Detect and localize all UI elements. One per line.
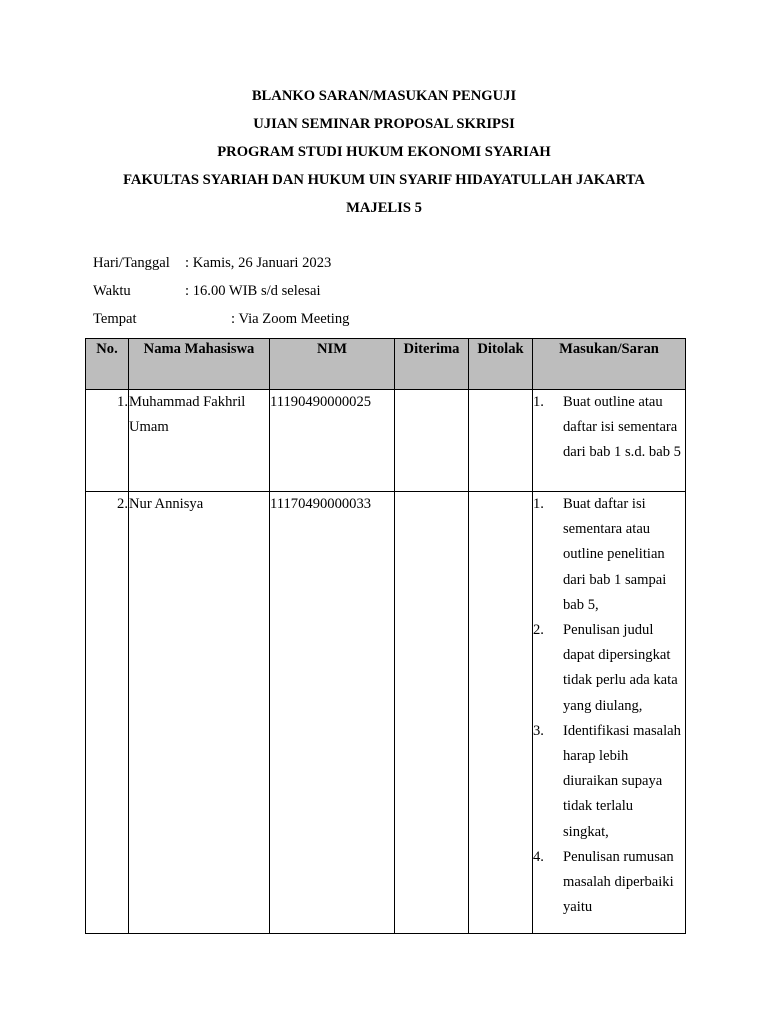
note-item — [533, 390, 685, 466]
student-nim: 11190490000025 — [270, 390, 395, 492]
header-notes: Masukan/Saran — [533, 339, 686, 390]
place-label: Tempat — [93, 311, 137, 327]
council-title: MAJELIS 5 — [346, 200, 422, 216]
review-table — [85, 338, 686, 934]
rejected-cell — [469, 492, 533, 934]
time-label: Waktu — [93, 283, 131, 299]
notes-cell — [533, 390, 686, 492]
note-item — [533, 719, 685, 845]
day-value: : Kamis, 26 Januari 2023 — [185, 255, 332, 271]
header-nim: NIM — [270, 339, 395, 390]
note-number: 2. — [533, 622, 544, 639]
accepted-cell — [395, 492, 469, 934]
day-label: Hari/Tanggal — [93, 255, 170, 271]
header-name: Nama Mahasiswa — [129, 339, 270, 390]
row-number: 1. — [86, 390, 129, 492]
place-value: : Via Zoom Meeting — [231, 311, 350, 327]
note-text: Buat outline atau daftar isi sementara dari bab 1 s.d. bab 5 — [563, 394, 681, 461]
note-item — [533, 845, 685, 921]
note-number: 4. — [533, 848, 544, 865]
exam-title: UJIAN SEMINAR PROPOSAL SKRIPSI — [253, 116, 515, 132]
table-header-row — [86, 339, 686, 390]
notes-list — [533, 390, 685, 466]
rejected-cell — [469, 390, 533, 492]
header-rejected: Ditolak — [469, 339, 533, 390]
notes-cell — [533, 492, 686, 934]
time-value: : 16.00 WIB s/d selesai — [185, 283, 321, 299]
form-title: BLANKO SARAN/MASUKAN PENGUJI — [251, 88, 517, 104]
notes-list — [533, 492, 685, 920]
note-number: 3. — [533, 722, 544, 739]
faculty-title: FAKULTAS SYARIAH DAN HUKUM UIN SYARIF HIDAYATULLAH JAKARTA — [123, 172, 645, 188]
header-no: No. — [86, 339, 129, 390]
row-number: 2. — [86, 492, 129, 934]
table-row — [86, 492, 686, 934]
note-text: Penulisan judul dapat dipersingkat tidak perlu ada kata yang diulang, — [563, 622, 678, 714]
note-number: 1. — [533, 496, 544, 512]
accepted-cell — [395, 390, 469, 492]
student-name: Nur Annisya — [129, 492, 270, 934]
note-item — [533, 492, 685, 618]
student-nim: 11170490000033 — [270, 492, 395, 934]
header-accepted: Diterima — [395, 339, 469, 390]
student-name: Muhammad Fakhril Umam — [129, 390, 270, 492]
note-text: Penulisan rumusan masalah diperbaiki yaitu — [563, 848, 674, 916]
table-row — [86, 390, 686, 492]
program-title: PROGRAM STUDI HUKUM EKONOMI SYARIAH — [217, 144, 551, 160]
note-item — [533, 618, 685, 719]
note-text: Identifikasi masalah harap lebih diuraikan supaya tidak terlalu singkat, — [563, 722, 681, 840]
note-text: Buat daftar isi sementara atau outline penelitian dari bab 1 sampai bab 5, — [563, 496, 667, 613]
note-number: 1. — [533, 394, 544, 410]
